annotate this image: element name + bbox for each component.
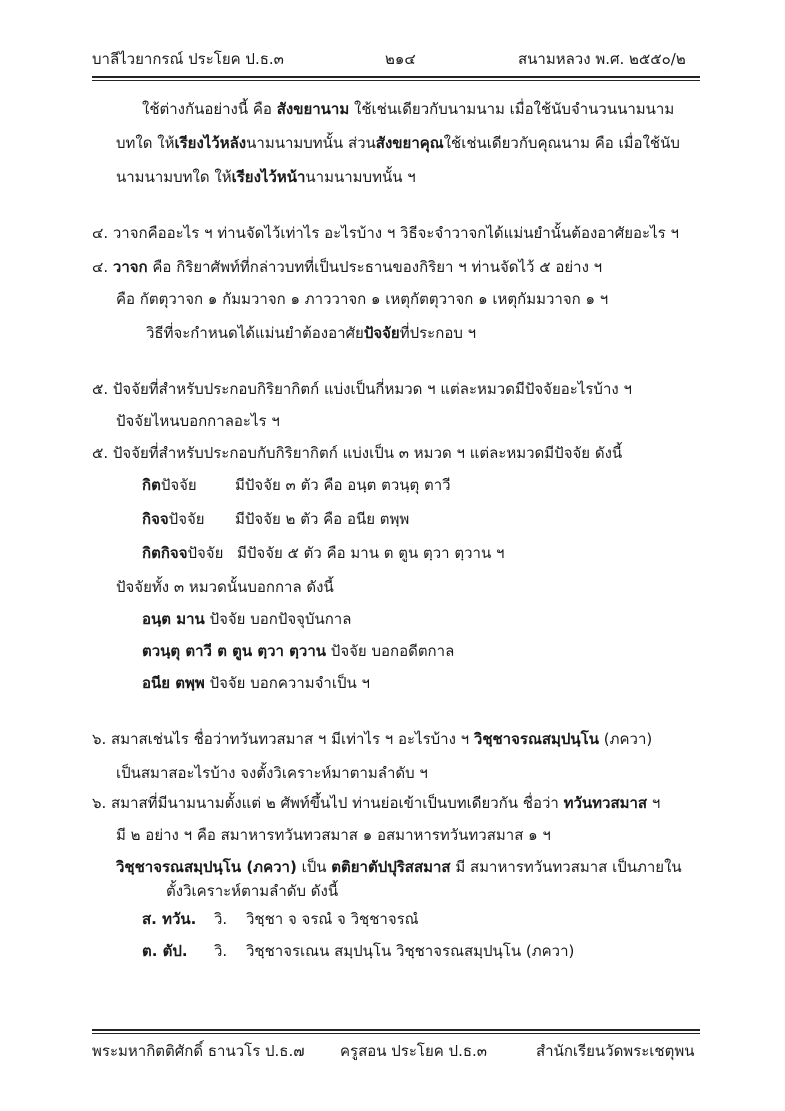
q6-answer-line-2: มี ๒ อย่าง ฯ คือ สมาหารทวันทวสมาส ๑ อสมาหารทวันทวสมาส ๑ ฯ [116, 826, 551, 844]
q6-term: วิชฺชาจรณสมฺปนฺโน [473, 730, 599, 748]
footer-left: พระมหากิตติศักดิ์ ธานวโร ป.ธ.๗ [92, 1042, 305, 1060]
q5-question-line-2: ปัจจัยไหนบอกกาลอะไร ฯ [116, 412, 280, 430]
analysis-text: วิชฺชา จ จรณํ จ วิชฺชาจรณํ [246, 910, 419, 928]
page-number: ๒๑๔ [385, 50, 416, 68]
intro-line-2 [116, 136, 680, 151]
q5-group-desc: มีปัจจัย ๒ ตัว คือ อนีย ตพฺพ [235, 510, 410, 528]
q6-answer-line-3 [116, 860, 682, 875]
q5-tense-row [142, 612, 351, 627]
header-rule-thin [92, 80, 700, 81]
analysis-text: วิชฺชาจรเณน สมฺปนฺโน วิชฺชาจรณสมฺปนฺโน (ภควา) [246, 942, 575, 960]
q6-question-line-2: เป็นสมาสอะไรบ้าง จงตั้งวิเคราะห์มาตามลำดับ ฯ [116, 764, 428, 782]
tense-suffixes: อนฺต มาน [142, 610, 205, 628]
intro-line-1 [142, 102, 674, 117]
q6-term: ตติยาตัปปุริสสมาส [331, 858, 451, 876]
intro-text: บทใด ให้ [116, 134, 175, 152]
q6-question-line-1 [92, 732, 652, 747]
group-name-suffix: ปัจจัย [168, 510, 205, 528]
q6-answer-line-4: ตั้งวิเคราะห์ตามลำดับ ดังนี้ [166, 882, 339, 900]
intro-text: ใช้ต่างกันอย่างนี้ คือ [142, 100, 277, 118]
intro-term: เรียงไว้หน้า [231, 168, 306, 186]
group-name: กิตกิจจ [142, 544, 188, 562]
intro-term: เรียงไว้หลัง [174, 134, 247, 152]
q5-group-desc: มีปัจจัย ๕ ตัว คือ มาน ต ตูน ตฺวา ตฺวาน ฯ [237, 544, 505, 562]
intro-text: นามนามบทนั้น ฯ [305, 168, 416, 186]
header-right: สนามหลวง พ.ศ. ๒๕๕๐/๒ [518, 50, 686, 68]
intro-text: นามนามบทนั้น ส่วน [246, 134, 376, 152]
q5-tense-row [142, 644, 454, 659]
q6-answer-text: เป็น [296, 858, 332, 876]
q4-answer-text: คือ กิริยาศัพท์ที่กล่าวบทที่เป็นประธานของกิริยา ฯ ท่านจัดไว้ ๕ อย่าง ฯ [147, 258, 603, 276]
q6-term: วิชฺชาจรณสมฺปนฺโน (ภควา) [116, 858, 297, 876]
intro-text: ใช้เช่นเดียวกับคุณนาม คือ เมื่อใช้นับ [443, 134, 680, 152]
q4-answer-number: ๔. [92, 258, 109, 276]
q6-answer-text: ฯ [647, 794, 661, 812]
q5-tense-row [142, 676, 370, 691]
group-name-suffix: ปัจจัย [187, 544, 224, 562]
q4-term: วาจก [112, 258, 148, 276]
q4-answer-text: ที่ประกอบ ฯ [399, 324, 477, 342]
q4-term: ปัจจัย [363, 324, 400, 342]
intro-term: สังขยานาม [276, 100, 350, 118]
header-rule-thick [92, 76, 700, 78]
tense-desc: ปัจจัย บอกอดีตกาล [326, 642, 455, 660]
q5-question-line-1: ๕. ปัจจัยที่สำหรับประกอบกิริยากิตก์ แบ่งเป็นกี่หมวด ฯ แต่ละหมวดมีปัจจัยอะไรบ้าง ฯ [92, 380, 632, 398]
q4-answer-line-2: คือ กัตตุวาจก ๑ กัมมวาจก ๑ ภาววาจก ๑ เหตุกัตตุวาจก ๑ เหตุกัมมวาจก ๑ ฯ [116, 290, 609, 308]
analysis-vi: วิ. [214, 942, 228, 960]
q6-term: ทวันทวสมาส [563, 794, 648, 812]
q6-answer-line-1 [92, 796, 660, 811]
q5-answer-line-1: ๕. ปัจจัยที่สำหรับประกอบกับกิริยากิตก์ แบ่งเป็น ๓ หมวด ฯ แต่ละหมวดมีปัจจัย ดังนี้ [92, 444, 623, 462]
analysis-abbr-text: ส. ทวัน. [142, 910, 197, 928]
footer-right: สำนักเรียนวัดพระเชตุพน [536, 1042, 695, 1060]
q6-answer-text: ๖. สมาสที่มีนามนามตั้งแต่ ๒ ศัพท์ขึ้นไป ท่านย่อเข้าเป็นบทเดียวกัน ชื่อว่า [92, 794, 564, 812]
q4-answer-line-3 [146, 326, 476, 341]
q6-question-text: ๖. สมาสเช่นไร ชื่อว่าทวันทวสมาส ฯ มีเท่าไร ฯ อะไรบ้าง ฯ [92, 730, 474, 748]
intro-text: ใช้เช่นเดียวกับนามนาม เมื่อใช้นับจำนวนนามนาม [349, 100, 675, 118]
footer-rule-thick [92, 1029, 700, 1031]
intro-line-3 [116, 170, 416, 185]
footer-center: ครูสอน ประโยค ป.ธ.๓ [340, 1042, 488, 1060]
q6-question-text: (ภควา) [599, 730, 653, 748]
tense-desc: ปัจจัย บอกปัจจุบันกาล [204, 610, 352, 628]
tense-desc: ปัจจัย บอกความจำเป็น ฯ [204, 674, 370, 692]
group-name: กิจจ [142, 510, 169, 528]
q6-answer-text: มี สมาหารทวันทวสมาส เป็นภายใน [450, 858, 682, 876]
q5-group-row [142, 478, 197, 493]
q5-group-row [142, 512, 205, 527]
group-name-suffix: ปัจจัย [160, 476, 197, 494]
tense-suffixes: ตวนฺตุ ตาวี ต ตูน ตฺวา ตฺวาน [142, 642, 327, 660]
q4-question: ๔. วาจกคืออะไร ฯ ท่านจัดไว้เท่าไร อะไรบ้าง ฯ วิธีจะจำวาจกได้แม่นยำนั้นต้องอาศัยอะไร ฯ [92, 224, 679, 242]
intro-term: สังขยาคุณ [375, 134, 444, 152]
analysis-abbr [142, 912, 196, 927]
intro-text: นามนามบทใด ให้ [116, 168, 232, 186]
header-left: บาลีไวยากรณ์ ประโยค ป.ธ.๓ [92, 50, 284, 68]
tense-suffixes: อนีย ตพฺพ [142, 674, 205, 692]
q4-answer-text: วิธีที่จะกำหนดได้แม่นยำต้องอาศัย [146, 324, 364, 342]
analysis-vi: วิ. [214, 910, 228, 928]
q5-group-row [142, 546, 223, 561]
group-name: กิต [142, 476, 161, 494]
analysis-abbr-text: ต. ตัป. [142, 942, 188, 960]
q5-group-desc: มีปัจจัย ๓ ตัว คือ อนฺต ตวนฺตุ ตาวี [235, 476, 451, 494]
q4-answer-line-1 [92, 260, 602, 275]
q5-tense-intro: ปัจจัยทั้ง ๓ หมวดนั้นบอกกาล ดังนี้ [116, 578, 334, 596]
analysis-abbr [142, 944, 188, 959]
footer-rule-thin [92, 1033, 700, 1034]
